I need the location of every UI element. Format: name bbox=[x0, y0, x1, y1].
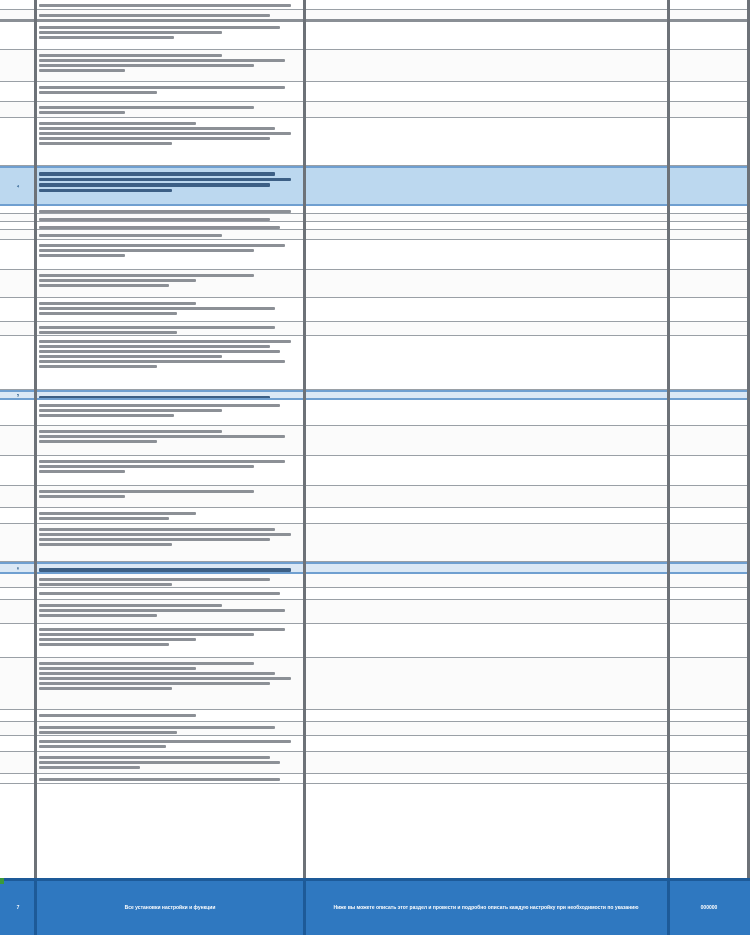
text-line bbox=[39, 583, 172, 586]
value-cell[interactable] bbox=[304, 102, 668, 117]
value-cell[interactable] bbox=[304, 658, 668, 709]
code-cell[interactable] bbox=[668, 752, 750, 773]
code-cell[interactable] bbox=[668, 214, 750, 221]
row-number-cell[interactable] bbox=[0, 240, 36, 269]
description-cell[interactable] bbox=[36, 10, 304, 19]
text-line bbox=[39, 69, 125, 72]
value-cell[interactable] bbox=[304, 206, 668, 213]
row-number-cell[interactable] bbox=[0, 392, 36, 398]
code-cell[interactable] bbox=[668, 240, 750, 269]
row-number-cell[interactable] bbox=[0, 50, 36, 81]
text-line bbox=[39, 226, 280, 229]
footer-row-code: 000000 bbox=[700, 904, 718, 911]
code-cell[interactable] bbox=[668, 206, 750, 213]
value-cell[interactable] bbox=[304, 214, 668, 221]
code-cell[interactable] bbox=[668, 658, 750, 709]
code-cell[interactable] bbox=[668, 456, 750, 485]
text-line bbox=[39, 142, 172, 145]
table-row[interactable] bbox=[0, 736, 750, 752]
text-line bbox=[39, 614, 157, 617]
text-line bbox=[39, 122, 196, 125]
text-line bbox=[39, 778, 280, 781]
table-row[interactable] bbox=[0, 588, 750, 600]
text-line bbox=[39, 465, 254, 468]
code-cell[interactable] bbox=[668, 588, 750, 599]
value-cell[interactable] bbox=[304, 710, 668, 721]
table-row[interactable] bbox=[0, 486, 750, 508]
value-cell[interactable] bbox=[304, 722, 668, 735]
text-line bbox=[39, 766, 140, 769]
row-number-cell[interactable] bbox=[0, 722, 36, 735]
table-row[interactable] bbox=[0, 710, 750, 722]
table-row[interactable] bbox=[0, 222, 750, 230]
value-cell[interactable] bbox=[304, 230, 668, 239]
description-cell[interactable] bbox=[36, 658, 304, 709]
row-number-cell[interactable] bbox=[0, 322, 36, 335]
text-line bbox=[39, 643, 169, 646]
description-cell[interactable] bbox=[36, 574, 304, 587]
text-line bbox=[39, 350, 280, 353]
code-cell[interactable] bbox=[668, 624, 750, 657]
table-row[interactable] bbox=[0, 206, 750, 214]
description-cell[interactable] bbox=[36, 230, 304, 239]
text-line bbox=[39, 495, 125, 498]
text-line bbox=[39, 740, 291, 743]
code-cell[interactable] bbox=[668, 574, 750, 587]
code-cell[interactable] bbox=[668, 736, 750, 751]
value-cell[interactable] bbox=[304, 736, 668, 751]
value-cell[interactable] bbox=[304, 336, 668, 389]
text-line bbox=[39, 172, 275, 176]
code-cell[interactable] bbox=[668, 392, 750, 398]
row-number-cell[interactable] bbox=[0, 486, 36, 507]
value-cell[interactable] bbox=[304, 564, 668, 572]
table-row[interactable] bbox=[0, 270, 750, 298]
value-cell[interactable] bbox=[304, 392, 668, 398]
row-number-cell[interactable] bbox=[0, 508, 36, 523]
text-line bbox=[39, 687, 172, 690]
table-row[interactable] bbox=[0, 722, 750, 736]
text-line bbox=[39, 726, 275, 729]
text-line bbox=[39, 512, 196, 515]
column-divider bbox=[34, 0, 37, 932]
text-line bbox=[39, 578, 270, 581]
value-cell[interactable] bbox=[304, 400, 668, 425]
description-cell[interactable] bbox=[36, 736, 304, 751]
code-cell[interactable] bbox=[668, 322, 750, 335]
value-cell[interactable] bbox=[304, 270, 668, 297]
text-line bbox=[39, 64, 254, 67]
text-line bbox=[39, 756, 270, 759]
code-cell[interactable] bbox=[668, 50, 750, 81]
row-number-cell[interactable] bbox=[0, 658, 36, 709]
code-cell[interactable] bbox=[668, 710, 750, 721]
description-cell[interactable] bbox=[36, 240, 304, 269]
value-cell[interactable] bbox=[304, 456, 668, 485]
description-cell[interactable] bbox=[36, 710, 304, 721]
row-number-cell[interactable] bbox=[0, 336, 36, 389]
section-row[interactable] bbox=[0, 390, 750, 400]
text-line bbox=[39, 761, 280, 764]
row-number-cell[interactable] bbox=[0, 624, 36, 657]
footer-row-description: Ниже вы можете описать этот раздел и провести и подробно описать каждую настройку при необходимости по указанию bbox=[333, 904, 639, 911]
row-number-cell[interactable] bbox=[0, 574, 36, 587]
table-row[interactable] bbox=[0, 0, 750, 10]
value-cell[interactable] bbox=[304, 752, 668, 773]
code-cell[interactable] bbox=[668, 230, 750, 239]
table-row[interactable] bbox=[0, 298, 750, 322]
table-row[interactable] bbox=[0, 400, 750, 426]
row-number-cell[interactable] bbox=[0, 214, 36, 221]
text-line bbox=[39, 528, 275, 531]
text-line bbox=[39, 460, 285, 463]
text-line bbox=[39, 111, 125, 114]
text-line bbox=[39, 409, 222, 412]
row-number-cell[interactable] bbox=[0, 0, 36, 9]
text-line bbox=[39, 279, 196, 282]
description-cell[interactable] bbox=[36, 486, 304, 507]
text-line bbox=[39, 667, 196, 670]
text-line bbox=[39, 284, 169, 287]
row-number-cell[interactable] bbox=[0, 600, 36, 623]
table-row[interactable] bbox=[0, 118, 750, 166]
text-line bbox=[39, 274, 254, 277]
footer-row-title: Все установки настройки и функции bbox=[124, 904, 216, 911]
description-cell[interactable] bbox=[36, 118, 304, 165]
text-line bbox=[39, 638, 196, 641]
text-line bbox=[39, 470, 125, 473]
description-cell[interactable] bbox=[36, 0, 304, 9]
code-cell[interactable] bbox=[668, 400, 750, 425]
code-cell[interactable] bbox=[668, 600, 750, 623]
row-number: 5 bbox=[16, 392, 20, 398]
value-cell[interactable] bbox=[304, 82, 668, 101]
table-row[interactable] bbox=[0, 230, 750, 240]
code-cell[interactable] bbox=[668, 82, 750, 101]
description-cell[interactable] bbox=[36, 564, 304, 572]
text-line bbox=[39, 132, 291, 135]
code-cell[interactable] bbox=[668, 0, 750, 9]
value-cell[interactable] bbox=[304, 588, 668, 599]
text-line bbox=[39, 672, 275, 675]
table-row[interactable] bbox=[0, 658, 750, 710]
text-line bbox=[39, 31, 222, 34]
text-line bbox=[39, 127, 275, 130]
table-row[interactable] bbox=[0, 22, 750, 50]
description-cell[interactable] bbox=[36, 600, 304, 623]
description-cell[interactable] bbox=[36, 336, 304, 389]
value-cell[interactable] bbox=[304, 0, 668, 9]
row-number: 6 bbox=[16, 565, 20, 571]
code-cell[interactable] bbox=[668, 564, 750, 572]
row-number-cell[interactable] bbox=[0, 588, 36, 599]
row-number-cell[interactable] bbox=[0, 22, 36, 49]
row-number-cell[interactable] bbox=[0, 102, 36, 117]
text-line bbox=[39, 414, 174, 417]
text-line bbox=[39, 331, 177, 334]
footer-row[interactable] bbox=[0, 878, 750, 935]
table-row[interactable] bbox=[0, 624, 750, 658]
description-cell[interactable] bbox=[36, 588, 304, 599]
row-number-cell[interactable] bbox=[0, 400, 36, 425]
description-cell[interactable] bbox=[36, 82, 304, 101]
table-row[interactable] bbox=[0, 426, 750, 456]
text-line bbox=[39, 628, 285, 631]
description-cell[interactable] bbox=[36, 400, 304, 425]
value-cell[interactable] bbox=[304, 574, 668, 587]
code-cell[interactable] bbox=[668, 222, 750, 229]
table-row[interactable] bbox=[0, 50, 750, 82]
value-cell[interactable] bbox=[304, 508, 668, 523]
text-line bbox=[39, 326, 275, 329]
text-line bbox=[39, 745, 166, 748]
text-line bbox=[39, 302, 196, 305]
row-number-cell[interactable] bbox=[0, 426, 36, 455]
text-line bbox=[39, 254, 125, 257]
text-line bbox=[39, 440, 157, 443]
code-cell[interactable] bbox=[668, 10, 750, 19]
text-line bbox=[39, 54, 222, 57]
row-number-cell[interactable] bbox=[0, 564, 36, 572]
table-row[interactable] bbox=[0, 10, 750, 22]
text-line bbox=[39, 307, 275, 310]
text-line bbox=[39, 435, 285, 438]
text-line bbox=[39, 533, 291, 536]
table-row[interactable] bbox=[0, 752, 750, 774]
table-row[interactable] bbox=[0, 322, 750, 336]
text-line bbox=[39, 106, 254, 109]
row-number-cell[interactable] bbox=[0, 82, 36, 101]
value-cell[interactable] bbox=[304, 168, 668, 204]
text-line bbox=[39, 59, 285, 62]
value-cell[interactable] bbox=[304, 10, 668, 19]
description-cell[interactable] bbox=[36, 508, 304, 523]
text-line bbox=[39, 677, 291, 680]
text-line bbox=[39, 355, 222, 358]
text-line bbox=[39, 137, 270, 140]
table-row[interactable] bbox=[0, 774, 750, 784]
description-cell[interactable] bbox=[36, 22, 304, 49]
text-line bbox=[39, 178, 291, 182]
code-cell[interactable] bbox=[668, 168, 750, 204]
value-cell[interactable] bbox=[304, 600, 668, 623]
row-number-cell[interactable] bbox=[0, 168, 36, 204]
row-number-cell[interactable] bbox=[0, 774, 36, 783]
text-line bbox=[39, 404, 280, 407]
code-cell[interactable] bbox=[668, 118, 750, 165]
description-cell[interactable] bbox=[36, 624, 304, 657]
cell-selection-marker bbox=[0, 878, 4, 884]
code-cell[interactable] bbox=[668, 22, 750, 49]
text-line bbox=[39, 396, 270, 398]
value-cell[interactable] bbox=[304, 624, 668, 657]
table-row[interactable] bbox=[0, 102, 750, 118]
text-line bbox=[39, 682, 270, 685]
table-row[interactable] bbox=[0, 524, 750, 562]
text-line bbox=[39, 430, 222, 433]
text-line bbox=[39, 86, 285, 89]
table-row[interactable] bbox=[0, 600, 750, 624]
description-cell[interactable] bbox=[36, 214, 304, 221]
text-line bbox=[39, 210, 291, 213]
column-divider bbox=[667, 0, 670, 932]
description-cell[interactable] bbox=[36, 456, 304, 485]
description-cell[interactable] bbox=[36, 222, 304, 229]
value-cell[interactable] bbox=[304, 298, 668, 321]
table-row[interactable] bbox=[0, 574, 750, 588]
value-cell[interactable] bbox=[304, 118, 668, 165]
value-cell[interactable] bbox=[304, 222, 668, 229]
text-line bbox=[39, 714, 196, 717]
code-cell[interactable] bbox=[668, 774, 750, 783]
table-row[interactable] bbox=[0, 336, 750, 390]
row-number-cell[interactable] bbox=[0, 710, 36, 721]
description-cell[interactable] bbox=[36, 50, 304, 81]
text-line bbox=[39, 91, 157, 94]
text-line bbox=[39, 312, 177, 315]
description-cell[interactable] bbox=[36, 752, 304, 773]
row-number-cell[interactable] bbox=[0, 270, 36, 297]
code-cell[interactable] bbox=[668, 524, 750, 561]
text-line bbox=[39, 340, 291, 343]
row-number-cell[interactable] bbox=[0, 298, 36, 321]
description-cell[interactable] bbox=[36, 322, 304, 335]
value-cell[interactable] bbox=[304, 322, 668, 335]
text-line bbox=[39, 14, 270, 17]
value-cell[interactable] bbox=[304, 22, 668, 49]
value-cell[interactable] bbox=[304, 240, 668, 269]
code-cell[interactable] bbox=[668, 426, 750, 455]
table-row[interactable] bbox=[0, 456, 750, 486]
row-number-cell[interactable] bbox=[0, 736, 36, 751]
text-line bbox=[39, 517, 169, 520]
code-cell[interactable] bbox=[668, 508, 750, 523]
text-line bbox=[39, 244, 285, 247]
text-line bbox=[39, 234, 222, 237]
row-number-cell[interactable] bbox=[0, 230, 36, 239]
code-cell[interactable] bbox=[668, 298, 750, 321]
description-cell[interactable] bbox=[36, 774, 304, 783]
footer-row-number: 7 bbox=[16, 904, 20, 911]
text-line bbox=[39, 26, 280, 29]
row-number-cell[interactable] bbox=[0, 118, 36, 165]
row-number-cell[interactable] bbox=[0, 206, 36, 213]
description-cell[interactable] bbox=[36, 206, 304, 213]
text-line bbox=[39, 604, 222, 607]
text-line bbox=[39, 490, 254, 493]
value-cell[interactable] bbox=[304, 426, 668, 455]
text-line bbox=[39, 662, 254, 665]
column-divider bbox=[303, 0, 306, 932]
description-cell[interactable] bbox=[36, 298, 304, 321]
row-number-cell[interactable] bbox=[0, 10, 36, 19]
table-row[interactable] bbox=[0, 82, 750, 102]
text-line bbox=[39, 36, 174, 39]
text-line bbox=[39, 592, 280, 595]
text-line bbox=[39, 183, 270, 187]
description-cell[interactable] bbox=[36, 392, 304, 398]
value-cell[interactable] bbox=[304, 486, 668, 507]
value-cell[interactable] bbox=[304, 524, 668, 561]
text-line bbox=[39, 249, 254, 252]
text-line bbox=[39, 731, 177, 734]
row-number-cell[interactable] bbox=[0, 524, 36, 561]
row-number-cell[interactable] bbox=[0, 752, 36, 773]
code-cell[interactable] bbox=[668, 336, 750, 389]
text-line bbox=[39, 538, 270, 541]
code-cell[interactable] bbox=[668, 270, 750, 297]
text-line bbox=[39, 543, 172, 546]
description-cell[interactable] bbox=[36, 426, 304, 455]
code-cell[interactable] bbox=[668, 102, 750, 117]
value-cell[interactable] bbox=[304, 774, 668, 783]
code-cell[interactable] bbox=[668, 486, 750, 507]
description-cell[interactable] bbox=[36, 270, 304, 297]
section-row[interactable] bbox=[0, 562, 750, 574]
description-cell[interactable] bbox=[36, 722, 304, 735]
text-line bbox=[39, 360, 285, 363]
row-number: 4 bbox=[16, 183, 20, 189]
table-row[interactable] bbox=[0, 508, 750, 524]
text-line bbox=[39, 633, 254, 636]
table-row[interactable] bbox=[0, 214, 750, 222]
text-line bbox=[39, 568, 291, 572]
text-line bbox=[39, 4, 291, 7]
text-line bbox=[39, 345, 270, 348]
text-line bbox=[39, 218, 270, 221]
code-cell[interactable] bbox=[668, 722, 750, 735]
text-line bbox=[39, 365, 157, 368]
text-line bbox=[39, 189, 172, 193]
row-number-cell[interactable] bbox=[0, 222, 36, 229]
description-cell[interactable] bbox=[36, 524, 304, 561]
section-row[interactable] bbox=[0, 166, 750, 206]
value-cell[interactable] bbox=[304, 50, 668, 81]
table-row[interactable] bbox=[0, 240, 750, 270]
description-cell[interactable] bbox=[36, 168, 304, 204]
text-line bbox=[39, 609, 285, 612]
description-cell[interactable] bbox=[36, 102, 304, 117]
row-number-cell[interactable] bbox=[0, 456, 36, 485]
